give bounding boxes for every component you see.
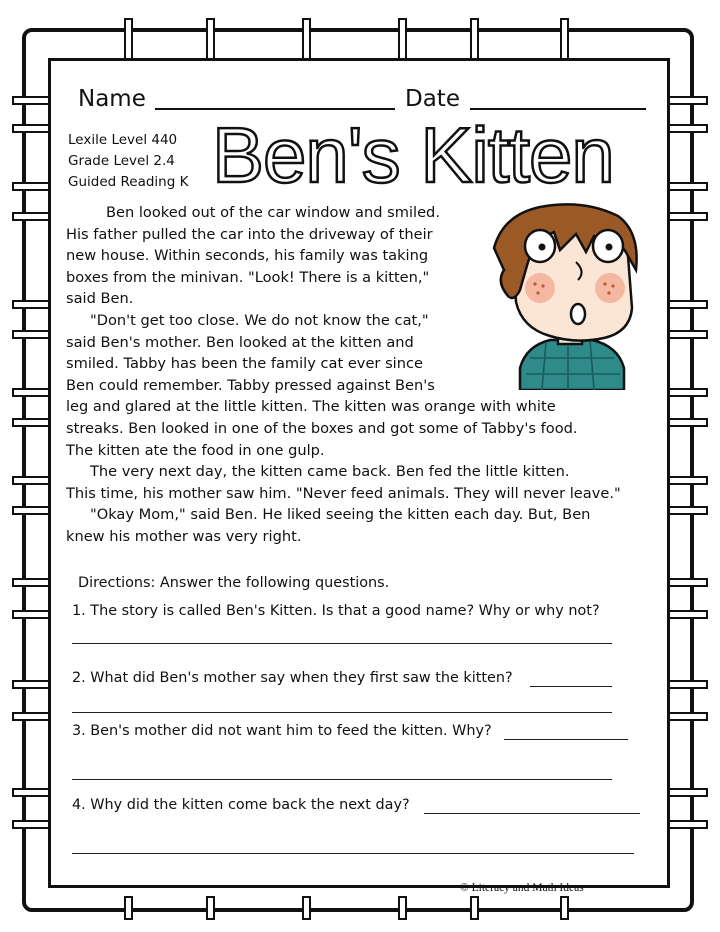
question-1: 1. The story is called Ben's Kitten. Is that a good name? Why or why not?	[72, 603, 600, 619]
border-rung	[124, 896, 133, 920]
border-rung	[664, 300, 708, 309]
story-paragraph-2: "Don't get too close. We do not know the cat," said Ben's mother. Ben looked at the kitten and smiled. Tabby has been the family cat ever since Ben could remember. Tabby pressed against Ben's leg and glared at the little kitten. The kitten was orange with white streaks. Ben looked in one of the boxes and got some of Tabby's food. The kitten ate the food in one gulp.	[66, 311, 578, 459]
answer-line-4b[interactable]	[72, 853, 634, 854]
border-rung	[560, 896, 569, 920]
border-rung	[664, 820, 708, 829]
border-rung	[206, 18, 215, 60]
lexile-level: Lexile Level 440	[68, 132, 178, 148]
border-rung	[664, 388, 708, 397]
border-rung	[664, 418, 708, 427]
question-2: 2. What did Ben's mother say when they first saw the kitten?	[72, 670, 513, 686]
border-rung	[664, 578, 708, 587]
border-rung	[664, 96, 708, 105]
border-rung	[398, 896, 407, 920]
page-title: Ben's Kitten	[212, 111, 614, 199]
copyright-text: © Literacy and Math Ideas	[460, 882, 584, 894]
reading-levels	[68, 130, 188, 193]
story-paragraph-3: The very next day, the kitten came back. Ben fed the little kitten. This time, his mother saw him. "Never feed animals. They will never leave."	[66, 463, 621, 502]
border-rung	[664, 506, 708, 515]
answer-line-4a[interactable]	[424, 813, 640, 814]
border-rung	[302, 896, 311, 920]
border-rung	[124, 18, 133, 60]
question-3: 3. Ben's mother did not want him to feed the kitten. Why?	[72, 723, 492, 739]
question-4: 4. Why did the kitten come back the next day?	[72, 797, 410, 813]
border-rung	[560, 18, 569, 60]
border-rung	[664, 712, 708, 721]
grade-level: Grade Level 2.4	[68, 153, 175, 169]
border-rung	[470, 18, 479, 60]
border-rung	[664, 476, 708, 485]
border-rung	[302, 18, 311, 60]
guided-reading-level: Guided Reading K	[68, 174, 189, 190]
name-label: Name	[78, 86, 146, 112]
border-rung	[664, 124, 708, 133]
answer-line-1[interactable]	[72, 643, 612, 644]
directions-text: Directions: Answer the following questions.	[78, 575, 390, 591]
border-rung	[206, 896, 215, 920]
border-rung	[664, 788, 708, 797]
border-rung	[664, 212, 708, 221]
border-rung	[398, 18, 407, 60]
story-text	[66, 202, 646, 548]
answer-line-2a[interactable]	[530, 686, 612, 687]
answer-line-2b[interactable]	[72, 712, 612, 713]
date-label: Date	[405, 86, 460, 112]
border-rung	[470, 896, 479, 920]
story-paragraph-1: Ben looked out of the car window and smiled. His father pulled the car into the driveway of their new house. Within seconds, his family was taking boxes from the minivan. "Look! There is a kitten," said Ben.	[66, 204, 440, 308]
border-rung	[664, 610, 708, 619]
border-rung	[664, 182, 708, 191]
border-rung	[664, 330, 708, 339]
answer-line-3a[interactable]	[504, 739, 628, 740]
border-rung	[664, 680, 708, 689]
story-paragraph-4: "Okay Mom," said Ben. He liked seeing the kitten each day. But, Ben knew his mother was very right.	[66, 506, 591, 545]
answer-line-3b[interactable]	[72, 779, 612, 780]
